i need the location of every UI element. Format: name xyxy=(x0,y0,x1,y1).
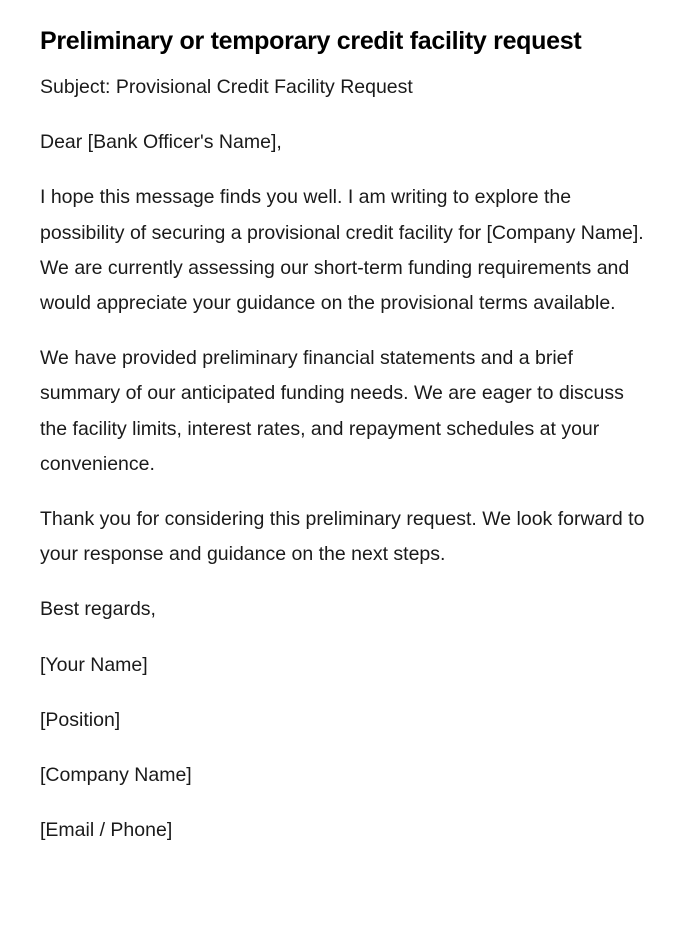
body-paragraph-thanks: Thank you for considering this preliminary request. We look forward to your response and guidance on the next steps. xyxy=(40,508,645,566)
body-paragraph-intro: I hope this message finds you well. I am writing to explore the possibility of securing a provisional credit facility for [Company Name]. We are currently assessing our short-term funding requirements and would appreciate your guidance on the provisional terms available. xyxy=(40,186,644,315)
signature-company: [Company Name] xyxy=(40,764,192,787)
subject-line: Subject: Provisional Credit Facility Request xyxy=(40,76,413,98)
signature-contact: [Email / Phone] xyxy=(40,819,173,842)
body-paragraph-details: We have provided preliminary financial statements and a brief summary of our anticipated funding needs. We are eager to discuss the facility limits, interest rates, and repayment schedules at your convenience. xyxy=(40,347,624,475)
signature-name: [Your Name] xyxy=(40,653,148,676)
closing: Best regards, xyxy=(40,598,156,621)
document-title: Preliminary or temporary credit facility request xyxy=(40,27,582,55)
salutation: Dear [Bank Officer's Name], xyxy=(40,131,282,154)
signature-block xyxy=(40,592,650,848)
signature-position: [Position] xyxy=(40,708,121,731)
letter-document xyxy=(40,24,650,868)
